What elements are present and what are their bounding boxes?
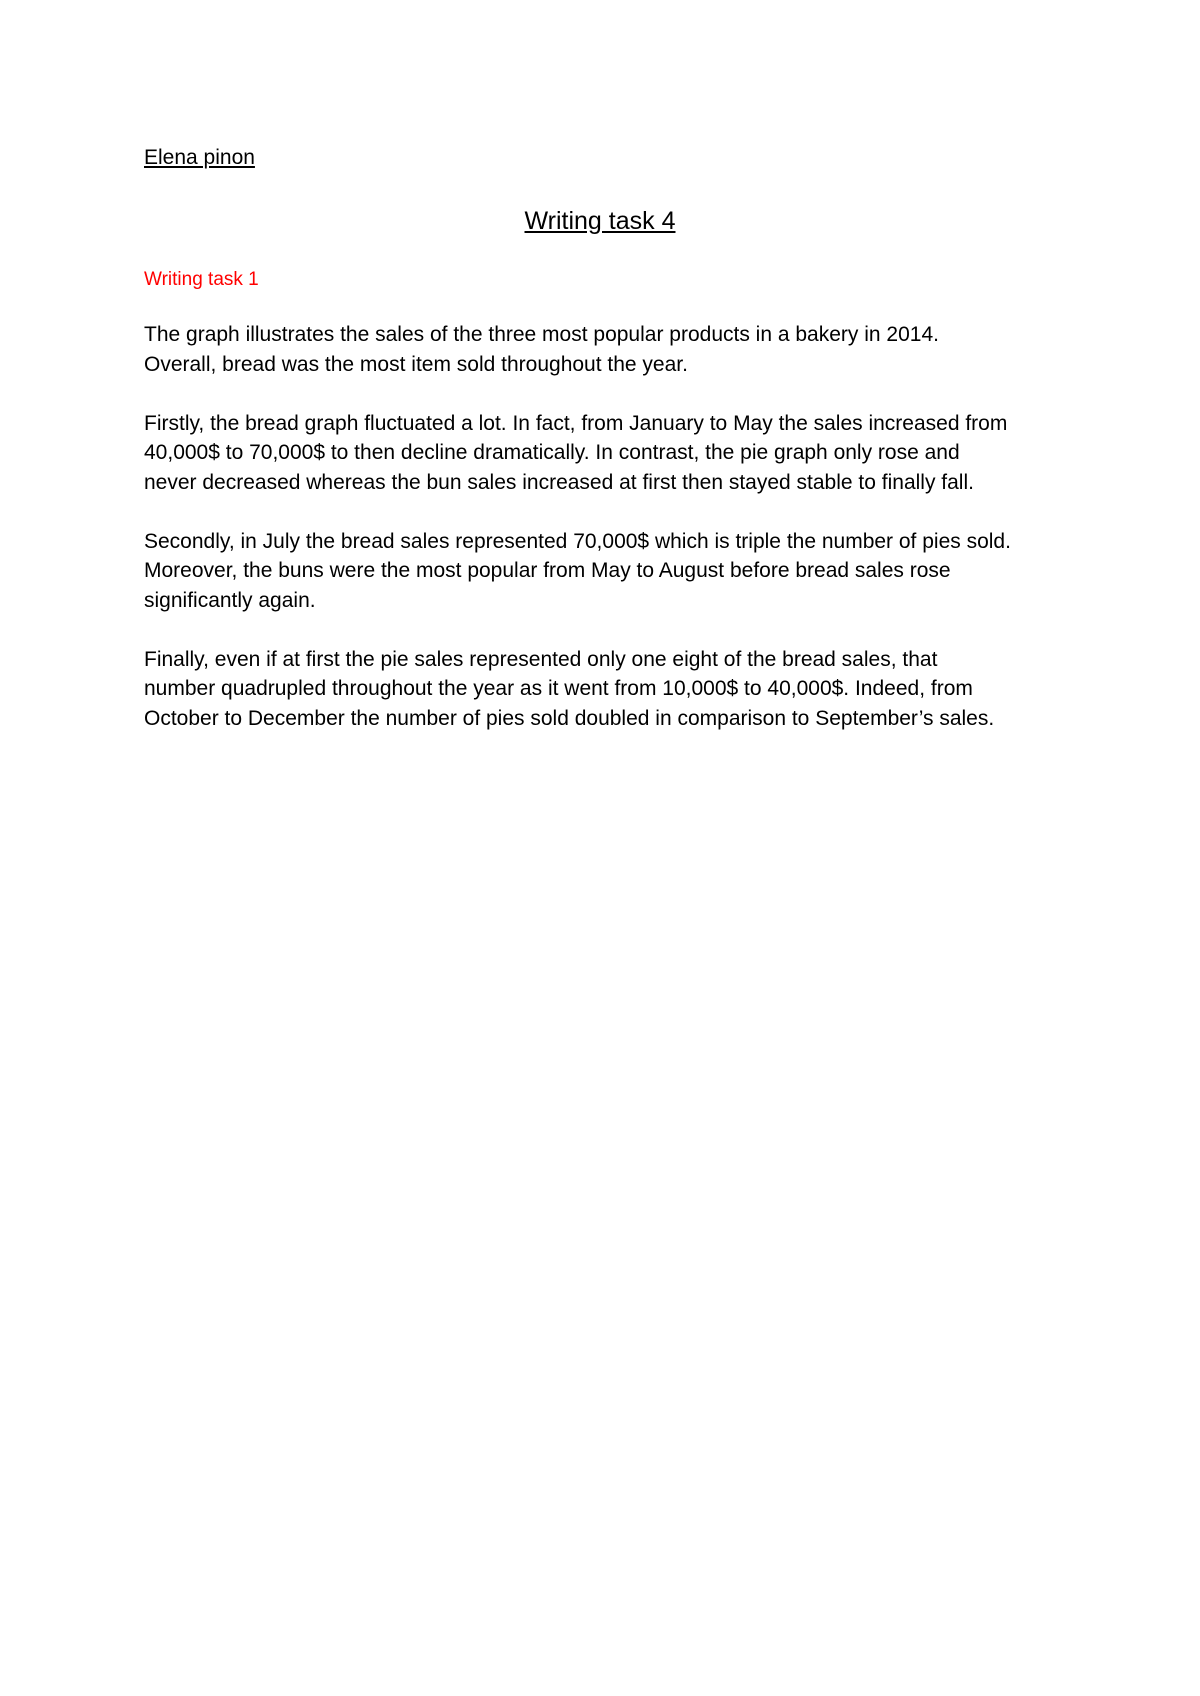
paragraph-line: October to December the number of pies sold doubled in comparison to September’s sales. — [144, 706, 995, 730]
paragraph-line: Finally, even if at first the pie sales represented only one eight of the bread sales, that — [144, 647, 938, 671]
paragraph-line: never decreased whereas the bun sales increased at first then stayed stable to finally fall. — [144, 470, 974, 494]
paragraph-line: 40,000$ to 70,000$ to then decline dramatically. In contrast, the pie graph only rose and — [144, 441, 960, 464]
paragraph-line: significantly again. — [144, 588, 316, 612]
paragraph-line: Secondly, in July the bread sales represented 70,000$ which is triple the number of pies sold. — [144, 529, 1011, 553]
paragraph-4 — [144, 645, 1084, 734]
paragraph-line: number quadrupled throughout the year as it went from 10,000$ to 40,000$. Indeed, from — [144, 677, 973, 700]
paragraph-1 — [144, 320, 1084, 379]
paragraph-line: Moreover, the buns were the most popular from May to August before bread sales rose — [144, 559, 951, 582]
document-title: Writing task 4 — [524, 207, 676, 235]
author-name: Elena pinon — [144, 146, 255, 169]
paragraph-2 — [144, 409, 1084, 498]
essay-body — [144, 320, 1084, 763]
paragraph-3 — [144, 527, 1084, 616]
paragraph-line: The graph illustrates the sales of the three most popular products in a bakery in 2014. — [144, 323, 939, 346]
paragraph-line: Firstly, the bread graph fluctuated a lot. In fact, from January to May the sales increased from — [144, 411, 1008, 435]
task-subtitle: Writing task 1 — [144, 269, 259, 290]
paragraph-line: Overall, bread was the most item sold throughout the year. — [144, 352, 688, 376]
